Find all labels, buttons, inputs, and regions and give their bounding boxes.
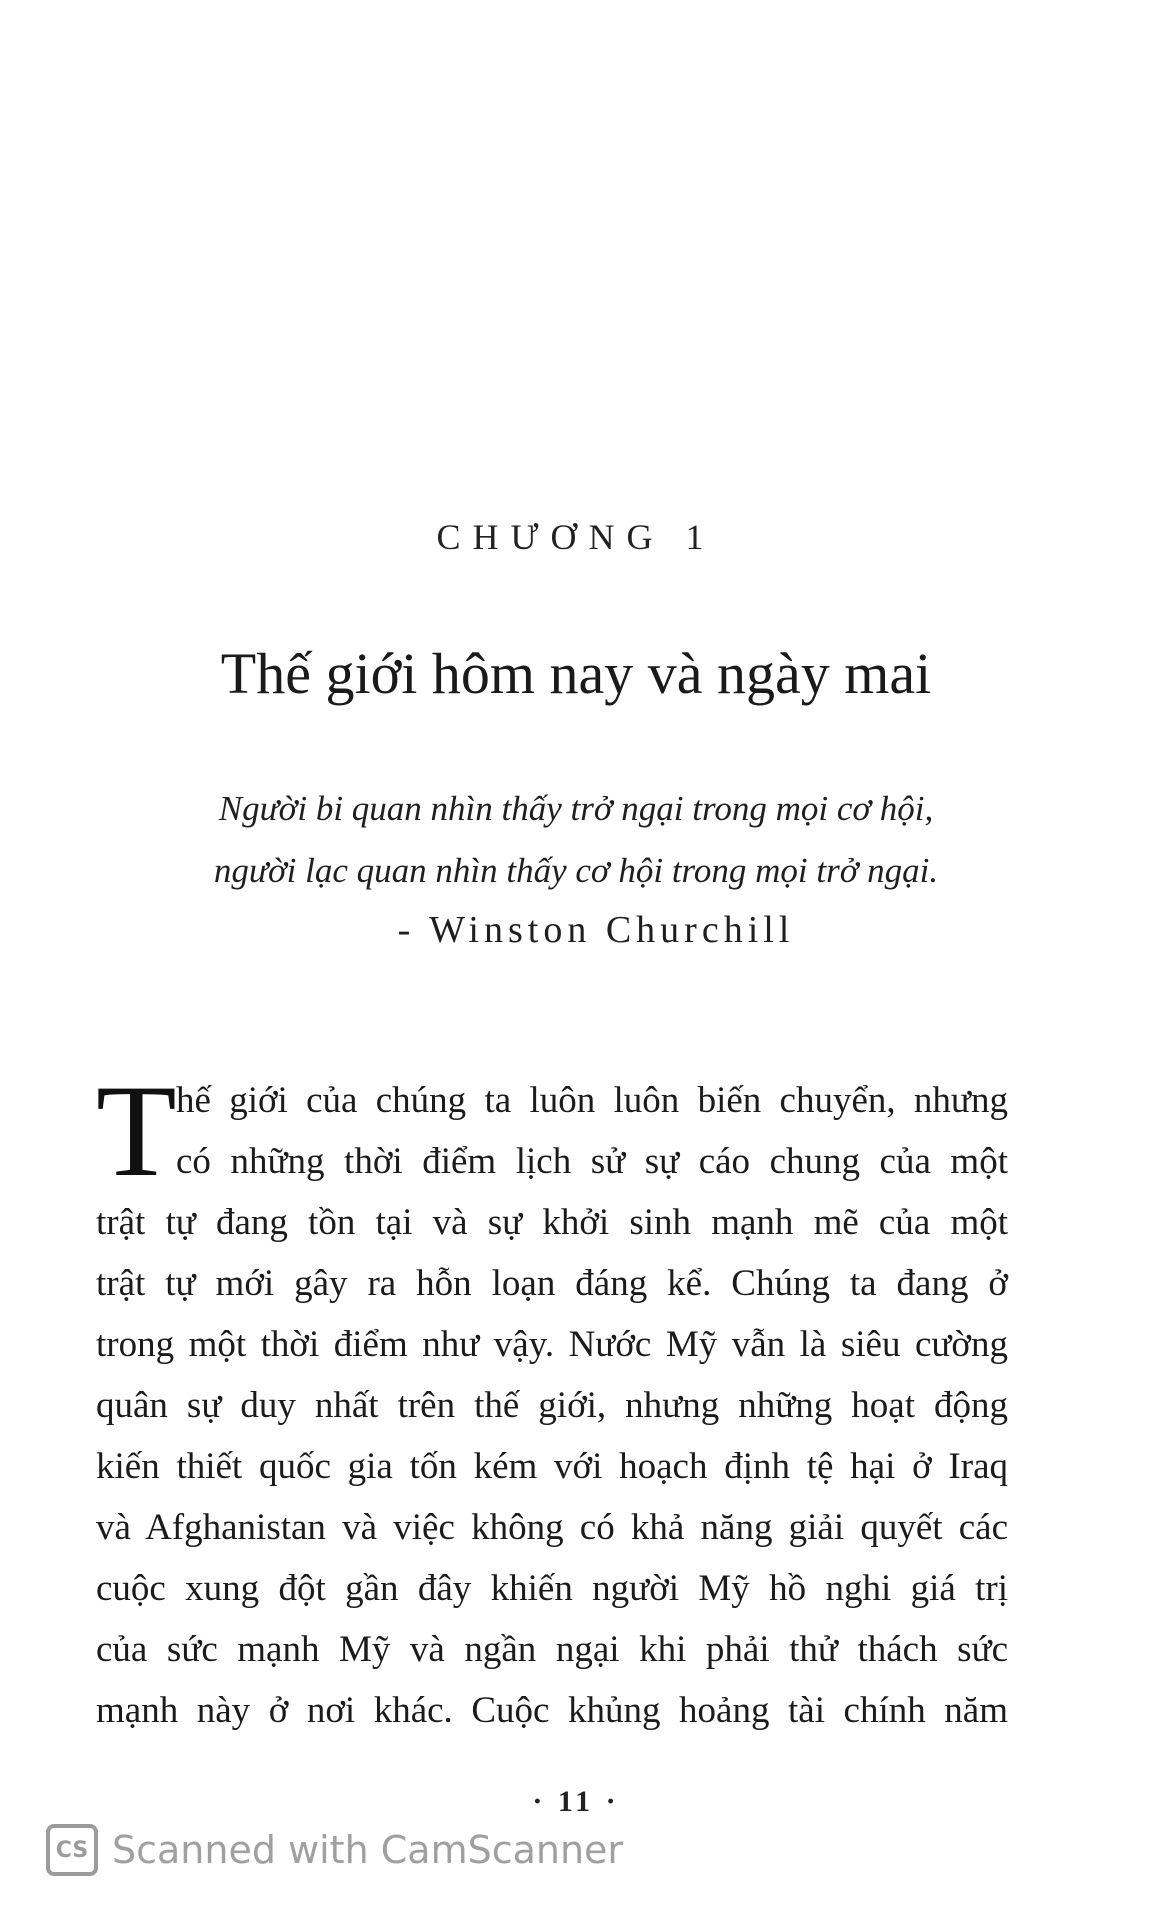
drop-cap: T [96, 1057, 177, 1204]
epigraph-attribution: - Winston Churchill [397, 909, 795, 951]
body-line: trật tự mới gây ra hỗn loạn đáng kể. Chúng ta đang ở [96, 1263, 1008, 1304]
body-line: trong một thời điểm như vậy. Nước Mỹ vẫn là siêu cường [96, 1324, 1008, 1365]
body-line: và Afghanistan và việc không có khả năng giải quyết các [96, 1507, 1008, 1548]
epigraph-quote [0, 778, 1152, 902]
body-line: cuộc xung đột gần đây khiến người Mỹ hồ nghi giá trị [96, 1568, 1008, 1609]
body-paragraph [96, 1057, 1008, 1741]
body-line: có những thời điểm lịch sử sự cáo chung của một [176, 1141, 1008, 1182]
body-line: quân sự duy nhất trên thế giới, nhưng những hoạt động [96, 1385, 1008, 1426]
body-line: kiến thiết quốc gia tốn kém với hoạch định tệ hại ở Iraq [96, 1446, 1008, 1487]
page-number: · 11 · [532, 1785, 620, 1818]
epigraph-line: Người bi quan nhìn thấy trở ngại trong mọi cơ hội, [218, 789, 934, 828]
camscanner-watermark [46, 1820, 623, 1880]
body-line: mạnh này ở nơi khác. Cuộc khủng hoảng tài chính năm [96, 1690, 1008, 1731]
camscanner-logo-icon: CS [46, 1824, 98, 1876]
body-line: hế giới của chúng ta luôn luôn biến chuyển, nhưng [176, 1080, 1008, 1121]
chapter-label: CHƯƠNG 1 [436, 517, 716, 557]
watermark-text: Scanned with CamScanner [112, 1828, 624, 1872]
chapter-title: Thế giới hôm nay và ngày mai [220, 641, 932, 706]
epigraph-line: người lạc quan nhìn thấy cơ hội trong mọi trở ngại. [213, 851, 939, 890]
body-line: của sức mạnh Mỹ và ngần ngại khi phải thử thách sức [96, 1629, 1008, 1670]
body-line: trật tự đang tồn tại và sự khởi sinh mạnh mẽ của một [96, 1202, 1008, 1243]
